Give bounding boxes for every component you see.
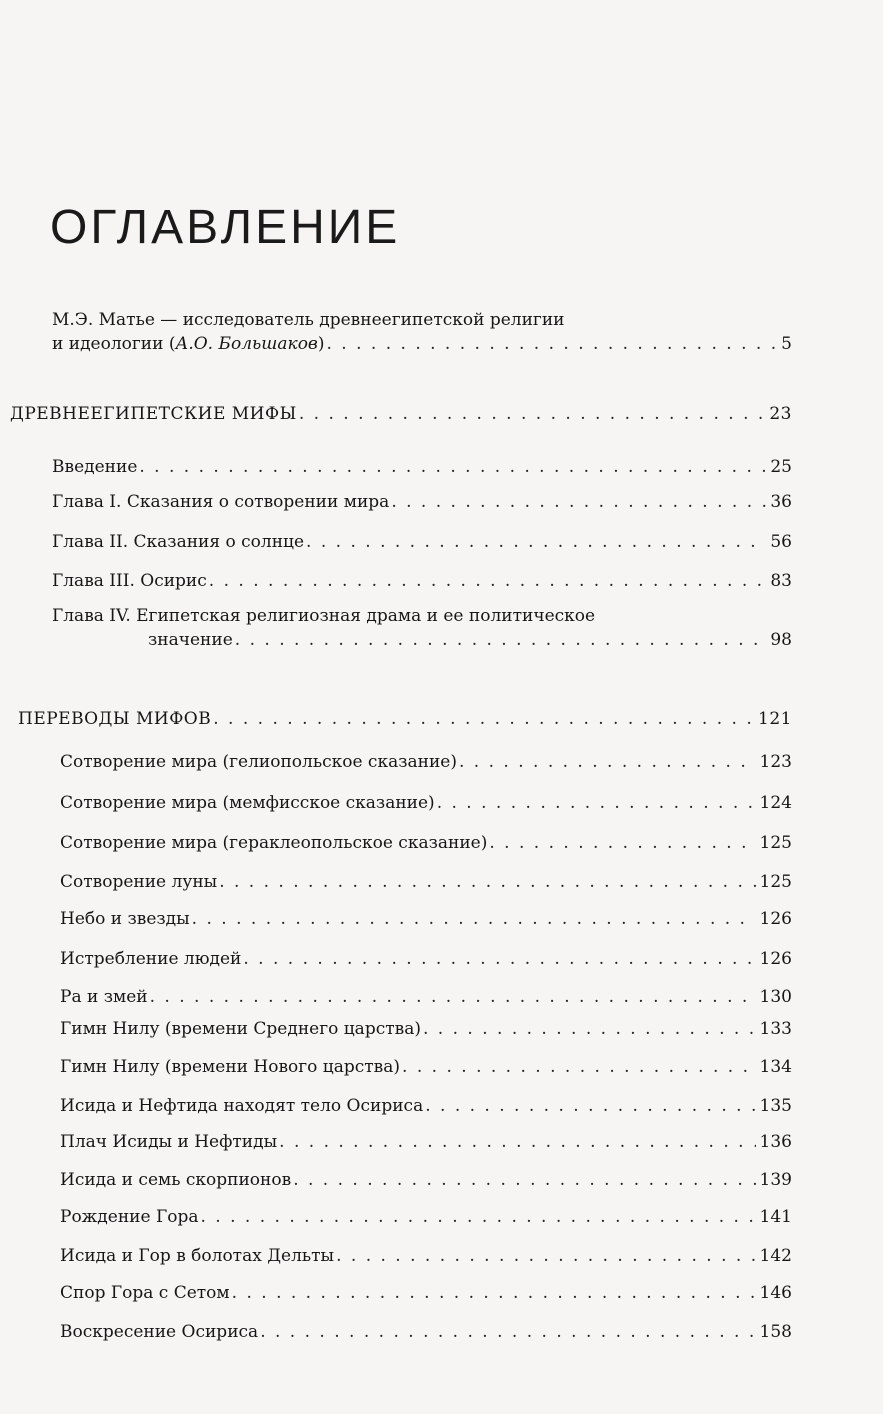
toc-entry-intro-line1: М.Э. Матье — исследователь древнеегипетской религии (52, 310, 565, 330)
toc-entry (60, 831, 792, 855)
toc-page-number: 124 (759, 793, 792, 813)
toc-entry (60, 1205, 792, 1229)
leader-dots (423, 1017, 756, 1041)
toc-entry-intro (52, 308, 792, 356)
leader-dots (336, 1244, 755, 1268)
toc-entry-label: Глава I. Сказания о сотворении мира (52, 492, 390, 512)
toc-page-number: 125 (759, 833, 792, 853)
leader-dots (192, 907, 756, 931)
toc-page-number: 23 (769, 404, 792, 424)
toc-page-number: 25 (770, 457, 792, 477)
toc-entry-label: Гимн Нилу (времени Нового царства) (60, 1057, 401, 1077)
toc-entry-label: Сотворение мира (гелиопольское сказание) (60, 752, 457, 772)
toc-page-number: 136 (759, 1132, 792, 1152)
toc-entry (60, 1244, 792, 1268)
leader-dots (306, 530, 766, 554)
toc-entry (60, 791, 792, 815)
toc-entry-chapter4-line2: значение (148, 630, 233, 650)
toc-entry-label: Истребление людей (60, 949, 242, 969)
section-label: ПЕРЕВОДЫ МИФОВ (18, 709, 212, 729)
toc-entry-intro-line2-row (52, 332, 792, 356)
toc-entry (60, 870, 792, 894)
toc-section-translations (18, 707, 792, 731)
leader-dots (402, 1055, 756, 1079)
leader-dots (139, 455, 766, 479)
toc-page-number: 123 (759, 752, 792, 772)
toc-page-number: 133 (759, 1019, 792, 1039)
leader-dots (150, 985, 756, 1009)
leader-dots (489, 831, 755, 855)
leader-dots (279, 1130, 755, 1154)
toc-entry (52, 530, 792, 554)
intro-author: А.О. Большаков (175, 334, 318, 354)
page-title: ОГЛАВЛЕНИЕ (50, 201, 401, 254)
toc-entry-label: Рождение Гора (60, 1207, 199, 1227)
leader-dots (260, 1320, 755, 1344)
toc-entry-label: Исида и Гор в болотах Дельты (60, 1246, 335, 1266)
toc-entry (60, 1017, 792, 1041)
leader-dots (213, 707, 754, 731)
leader-dots (219, 870, 755, 894)
toc-page-number: 146 (759, 1283, 792, 1303)
toc-page-number: 36 (770, 492, 792, 512)
toc-entry-label: Плач Исиды и Нефтиды (60, 1132, 278, 1152)
toc-entry (52, 490, 792, 514)
toc-entry-label: Воскресение Осириса (60, 1322, 259, 1342)
leader-dots (391, 490, 766, 514)
toc-entry-label: Исида и Нефтида находят тело Осириса (60, 1096, 424, 1116)
intro-prefix: и идеологии ( (52, 334, 176, 354)
section-label: ДРЕВНЕЕГИПЕТСКИЕ МИФЫ (10, 404, 297, 424)
leader-dots (425, 1094, 755, 1118)
toc-page-number: 141 (759, 1207, 792, 1227)
toc-page-number: 134 (759, 1057, 792, 1077)
leader-dots (200, 1205, 755, 1229)
leader-dots (232, 1281, 756, 1305)
leader-dots (299, 402, 766, 426)
toc-entry-chapter4 (52, 604, 792, 652)
toc-page-number: 142 (759, 1246, 792, 1266)
leader-dots (437, 791, 756, 815)
leader-dots (209, 569, 767, 593)
toc-entry (60, 1130, 792, 1154)
toc-entry (60, 750, 792, 774)
intro-suffix: ) (317, 334, 325, 354)
toc-page-number: 130 (759, 987, 792, 1007)
leader-dots (459, 750, 756, 774)
toc-entry-label: Сотворение мира (мемфисское сказание) (60, 793, 435, 813)
toc-entry-label: Ра и змей (60, 987, 148, 1007)
toc-section-myths (10, 402, 792, 426)
toc-page-number: 126 (759, 949, 792, 969)
leader-dots (326, 332, 777, 356)
toc-entry (52, 455, 792, 479)
toc-entry (60, 1320, 792, 1344)
toc-page-number: 121 (758, 709, 792, 729)
toc-entry-label: Глава III. Осирис (52, 571, 207, 591)
toc-entry-label: Глава II. Сказания о солнце (52, 532, 305, 552)
toc-page-number: 83 (770, 571, 792, 591)
toc-page-number: 56 (770, 532, 792, 552)
toc-entry (60, 1055, 792, 1079)
toc-entry-label: Введение (52, 457, 138, 477)
toc-page-number: 139 (759, 1170, 792, 1190)
toc-entry (60, 907, 792, 931)
toc-page-number: 125 (759, 872, 792, 892)
toc-entry (60, 1281, 792, 1305)
toc-page-number: 158 (759, 1322, 792, 1342)
toc-entry-label: Сотворение мира (гераклеопольское сказание) (60, 833, 488, 853)
toc-entry-label: Исида и семь скорпионов (60, 1170, 292, 1190)
toc-entry (60, 985, 792, 1009)
leader-dots (293, 1168, 755, 1192)
toc-entry-chapter4-line1: Глава IV. Египетская религиозная драма и ее политическое (52, 606, 596, 626)
toc-entry-label: Сотворение луны (60, 872, 218, 892)
toc-entry (60, 1168, 792, 1192)
leader-dots (243, 947, 755, 971)
toc-page-number: 98 (770, 630, 792, 650)
toc-entry-label: Небо и звезды (60, 909, 190, 929)
toc-page-number: 126 (759, 909, 792, 929)
toc-entry (60, 947, 792, 971)
toc-page-number: 5 (781, 334, 792, 354)
toc-entry-intro-line2 (52, 332, 324, 356)
toc-entry (60, 1094, 792, 1118)
toc-entry-label: Спор Гора с Сетом (60, 1283, 230, 1303)
toc-page-number: 135 (759, 1096, 792, 1116)
leader-dots (235, 628, 767, 652)
toc-entry-label: Гимн Нилу (времени Среднего царства) (60, 1019, 421, 1039)
toc-entry-chapter4-line2-row (52, 628, 792, 652)
toc-entry (52, 569, 792, 593)
